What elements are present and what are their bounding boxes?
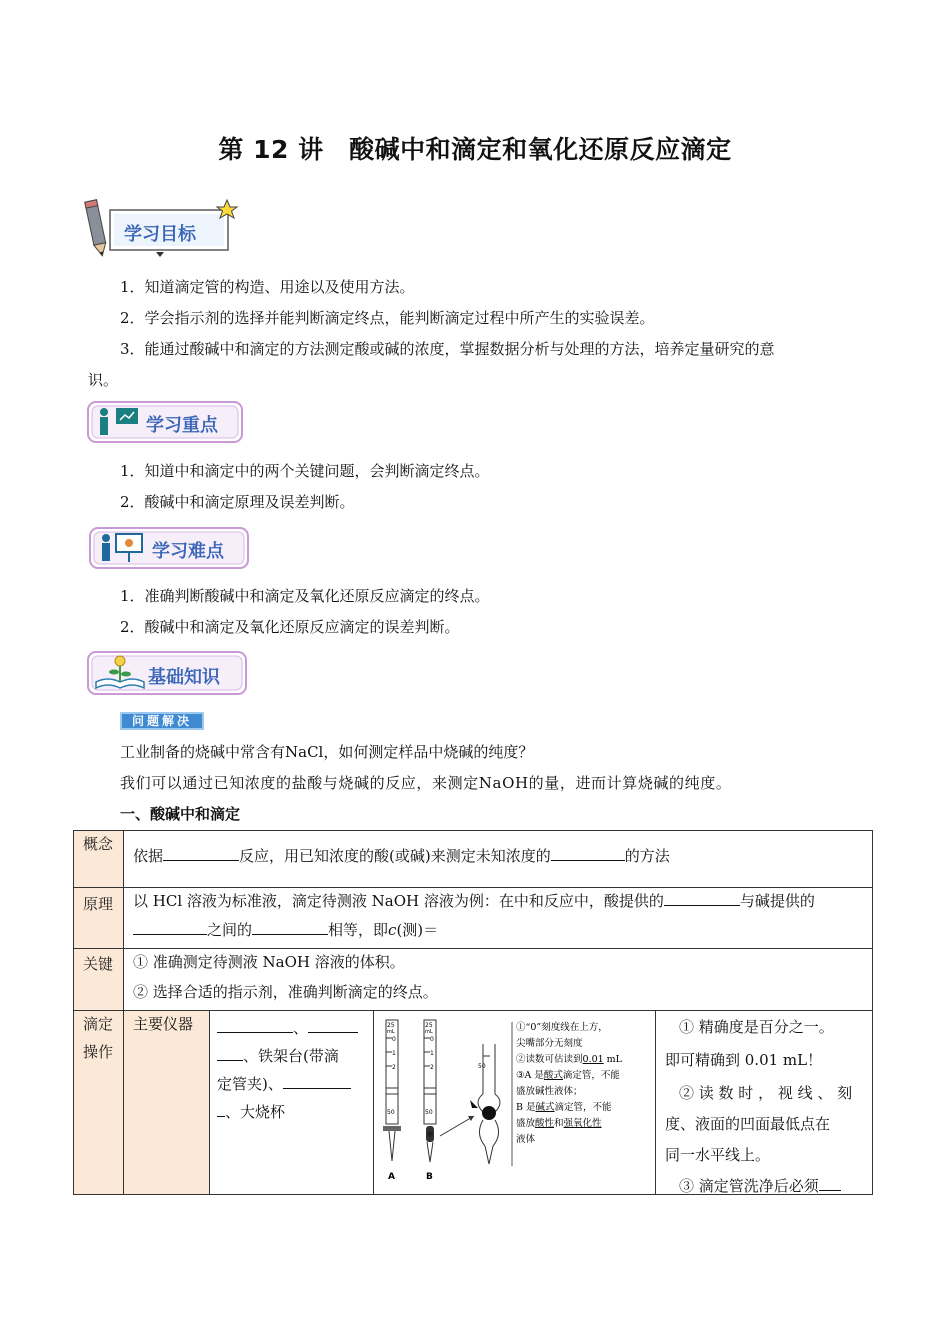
blank-concept-1[interactable]: [163, 842, 239, 861]
burette-a-capacity: 25: [387, 1022, 395, 1029]
blank-note-1[interactable]: [819, 1172, 841, 1191]
burette-a-scale-1: 1: [392, 1050, 396, 1057]
principle-c-symbol: c: [388, 921, 397, 939]
annot-7b: 酸性: [535, 1118, 555, 1129]
inst-tail: 、铁架台(带滴: [243, 1047, 339, 1065]
principle-line-2: [133, 916, 868, 944]
annot-6: [516, 1101, 612, 1113]
principle-f: (测)＝: [396, 921, 439, 939]
concept-c: 的方法: [624, 847, 670, 865]
burette-a-unit: mL: [387, 1029, 395, 1035]
instrument-label: 主要仪器: [133, 1015, 194, 1033]
notes-column: [665, 1012, 869, 1202]
note-line-6: [665, 1171, 869, 1202]
note-line-1: ① 精确度是百分之一。: [679, 1018, 834, 1036]
keypoint-item-1: 1．知道中和滴定中的两个关键问题，会判断滴定终点。: [120, 462, 490, 480]
principle-line-1: [133, 887, 868, 915]
badge-difficulties: [88, 524, 253, 574]
key-item-2: ② 选择合适的指示剂，准确判断滴定的终点。: [133, 983, 438, 1001]
section-heading-titration: 一、酸碱中和滴定: [120, 805, 241, 823]
inst-line4: 、大烧杯: [225, 1103, 286, 1121]
operation-header: 滴定操作: [83, 1015, 114, 1061]
principle-c: 之间的: [207, 921, 253, 939]
annot-3: [516, 1053, 623, 1065]
annot-2: 尖嘴部分无刻度: [516, 1038, 583, 1049]
inst-sep1: 、: [293, 1019, 309, 1037]
annot-6b: 碱式: [535, 1102, 555, 1113]
titration-table: [73, 830, 873, 1195]
annot-7a: 盛放: [516, 1118, 536, 1129]
blank-instrument-1[interactable]: [217, 1014, 293, 1033]
principle-header: 原理: [83, 895, 114, 913]
annot-1: ①“0”刻度线在上方，: [516, 1022, 608, 1033]
problem-solving-tag: 问题解决: [120, 712, 204, 730]
badge-basics: [86, 648, 251, 700]
basics-question: 工业制备的烧碱中常含有NaCl，如何测定样品中烧碱的纯度？: [120, 743, 534, 761]
goal-item-1: 1．知道滴定管的构造、用途以及使用方法。: [120, 278, 415, 296]
burette-a-label: A: [388, 1172, 395, 1182]
key-item-1: ① 准确测定待测液 NaOH 溶液的体积。: [133, 953, 405, 971]
annot-3a: ②读数可估读到: [516, 1054, 583, 1065]
blank-instrument-2b[interactable]: [217, 1042, 243, 1061]
principle-b: 与碱提供的: [739, 892, 815, 910]
annot-3c: mL: [606, 1054, 622, 1065]
instrument-line-1: [217, 1014, 369, 1042]
badge-keypoints: [86, 398, 246, 448]
zoom-scale-50: 50: [478, 1063, 486, 1070]
burette-a-scale-2: 2: [392, 1064, 396, 1071]
concept-text: [133, 842, 863, 870]
annot-3b: 0.01: [582, 1054, 604, 1065]
principle-d: 相等，即: [328, 921, 389, 939]
annot-6a: B 是: [516, 1102, 536, 1113]
burette-b-capacity: 25: [425, 1022, 433, 1029]
note-line-5: 同一水平线上。: [665, 1146, 771, 1164]
annot-4c: 滴定管，不能: [562, 1070, 620, 1081]
badge-goals: [84, 196, 239, 262]
blank-principle-2[interactable]: [133, 916, 207, 935]
blank-instrument-2a[interactable]: [308, 1014, 358, 1033]
burette-b-scale-50: 50: [425, 1109, 433, 1116]
difficulty-item-2: 2．酸碱中和滴定及氧化还原反应滴定的误差判断。: [120, 618, 460, 636]
blank-concept-2[interactable]: [551, 842, 625, 861]
note-line-3: ② 读 数 时 ， 视 线 、 刻: [679, 1084, 853, 1102]
annot-6c: 滴定管，不能: [554, 1102, 612, 1113]
concept-a: 依据: [133, 847, 164, 865]
note-line-4: 度、液面的凹面最低点在: [665, 1115, 831, 1133]
instrument-line-3: [217, 1070, 369, 1098]
burette-b-scale-2: 2: [430, 1064, 434, 1071]
note-line-6-text: ③ 滴定管洗净后必须: [679, 1177, 819, 1195]
key-header: 关键: [83, 955, 114, 973]
page-title: 第 12 讲 酸碱中和滴定和氧化还原反应滴定: [218, 135, 732, 164]
annot-4a: ③A 是: [516, 1070, 544, 1081]
instrument-line-4: [217, 1098, 369, 1126]
badge-basics-label: 基础知识: [148, 667, 220, 688]
annot-8: 液体: [516, 1134, 536, 1145]
goal-item-3-cont: 识。: [88, 371, 119, 389]
burette-b-scale-1: 1: [430, 1050, 434, 1057]
blank-instrument-3a[interactable]: [283, 1070, 351, 1089]
instrument-line-2: [217, 1042, 369, 1070]
goal-item-2: 2．学会指示剂的选择并能判断滴定终点，能判断滴定过程中所产生的实验误差。: [120, 309, 655, 327]
burette-b-label: B: [426, 1172, 433, 1182]
annot-4b: 酸式: [543, 1070, 563, 1081]
badge-keypoints-label: 学习重点: [146, 415, 218, 436]
note-line-2: 即可精确到 0.01 mL！: [665, 1051, 823, 1069]
inst-line3: 定管夹)、: [217, 1075, 283, 1093]
goal-item-3: 3．能通过酸碱中和滴定的方法测定酸或碱的浓度，掌握数据分析与处理的方法，培养定量研究的意: [120, 340, 775, 358]
annot-7: [516, 1117, 602, 1129]
burette-b-scale-0: 0: [430, 1036, 434, 1043]
blank-principle-3[interactable]: [252, 916, 328, 935]
burette-a-scale-0: 0: [392, 1036, 396, 1043]
keypoint-item-2: 2．酸碱中和滴定原理及误差判断。: [120, 493, 355, 511]
annot-7c: 和: [554, 1118, 564, 1129]
burette-b-unit: mL: [425, 1029, 433, 1035]
concept-header: 概念: [83, 835, 114, 853]
blank-instrument-3b[interactable]: [217, 1098, 225, 1117]
difficulty-item-1: 1．准确判断酸碱中和滴定及氧化还原反应滴定的终点。: [120, 587, 490, 605]
concept-b: 反应，用已知浓度的酸(或碱)来测定未知浓度的: [239, 847, 551, 865]
annot-7d: 强氧化性: [563, 1118, 602, 1129]
blank-principle-1[interactable]: [664, 887, 740, 906]
badge-goals-label: 学习目标: [124, 224, 196, 245]
burette-a-scale-50: 50: [387, 1109, 395, 1116]
annot-4: [516, 1069, 620, 1081]
basics-answer: 我们可以通过已知浓度的盐酸与烧碱的反应，来测定NaOH的量，进而计算烧碱的纯度。: [120, 774, 732, 792]
principle-a: 以 HCl 溶液为标准液，滴定待测液 NaOH 溶液为例：在中和反应中，酸提供的: [133, 892, 664, 910]
annot-5: 盛放碱性液体；: [516, 1086, 583, 1097]
burette-figure: [378, 1016, 650, 1190]
badge-difficulties-label: 学习难点: [152, 541, 224, 562]
